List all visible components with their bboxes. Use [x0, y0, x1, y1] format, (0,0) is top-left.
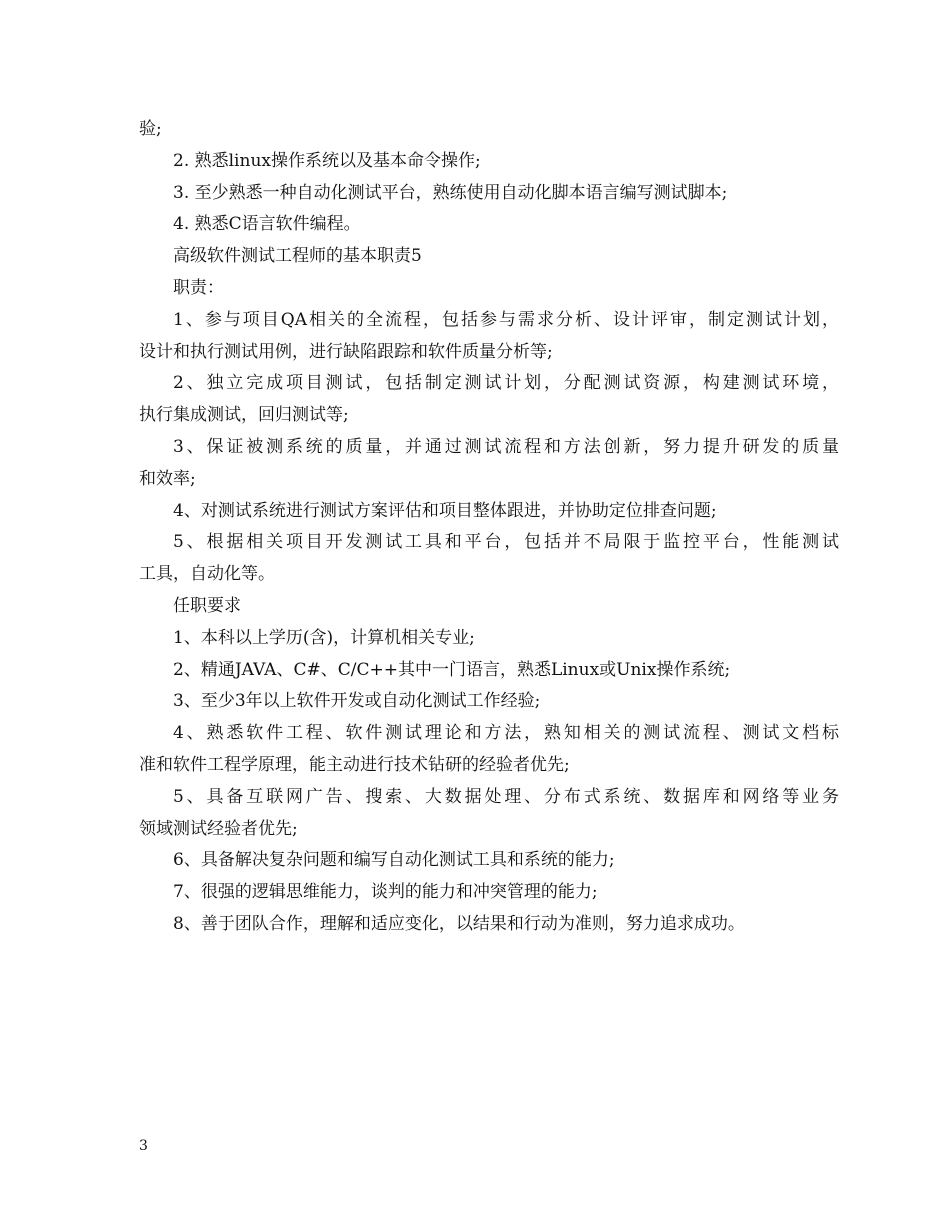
text-line: 4. 熟悉C语言软件编程。	[173, 214, 361, 235]
text-line: 3、至少3年以上软件开发或自动化测试工作经验;	[173, 691, 541, 712]
text-line: 2、精通JAVA、C#、C/C++其中一门语言，熟悉Linux或Unix操作系统;	[173, 659, 731, 680]
text-line: 5、根据相关项目开发测试工具和平台，包括并不局限于监控平台，性能测试	[173, 532, 839, 553]
subsection-heading: 任职要求	[173, 595, 241, 616]
text-line: 3、保证被测系统的质量，并通过测试流程和方法创新，努力提升研发的质量	[173, 436, 839, 457]
text-line: 5、具备互联网广告、搜索、大数据处理、分布式系统、数据库和网络等业务	[173, 786, 839, 807]
text-line: 3. 至少熟悉一种自动化测试平台，熟练使用自动化脚本语言编写测试脚本;	[173, 182, 728, 203]
text-line: 准和软件工程学原理，能主动进行技术钻研的经验者优先;	[139, 754, 570, 775]
section-heading: 高级软件测试工程师的基本职责5	[173, 246, 422, 267]
text-line: 1、参与项目QA相关的全流程，包括参与需求分析、设计评审，制定测试计划，	[173, 309, 839, 330]
document-body	[139, 114, 839, 941]
text-line: 执行集成测试，回归测试等;	[139, 405, 349, 426]
text-line: 设计和执行测试用例，进行缺陷跟踪和软件质量分析等;	[139, 341, 553, 362]
text-line: 4、熟悉软件工程、软件测试理论和方法，熟知相关的测试流程、测试文档标	[173, 723, 839, 744]
text-line: 2、独立完成项目测试，包括制定测试计划，分配测试资源，构建测试环境，	[173, 373, 839, 394]
text-line: 1、本科以上学历(含)，计算机相关专业;	[173, 627, 475, 648]
text-line: 领域测试经验者优先;	[139, 818, 298, 839]
page-number: 3	[139, 1138, 148, 1154]
text-line: 6、具备解决复杂问题和编写自动化测试工具和系统的能力;	[173, 850, 615, 871]
text-line: 2. 熟悉linux操作系统以及基本命令操作;	[173, 150, 481, 171]
text-line: 和效率;	[139, 468, 196, 489]
text-line: 工具，自动化等。	[139, 564, 275, 585]
text-line: 8、善于团队合作，理解和适应变化，以结果和行动为准则，努力追求成功。	[173, 913, 745, 934]
text-line: 4、对测试系统进行测试方案评估和项目整体跟进，并协助定位排查问题;	[173, 500, 717, 521]
text-line: 7、很强的逻辑思维能力，谈判的能力和冲突管理的能力;	[173, 882, 598, 903]
subsection-heading: 职责：	[173, 277, 224, 298]
text-line: 验;	[139, 119, 162, 139]
